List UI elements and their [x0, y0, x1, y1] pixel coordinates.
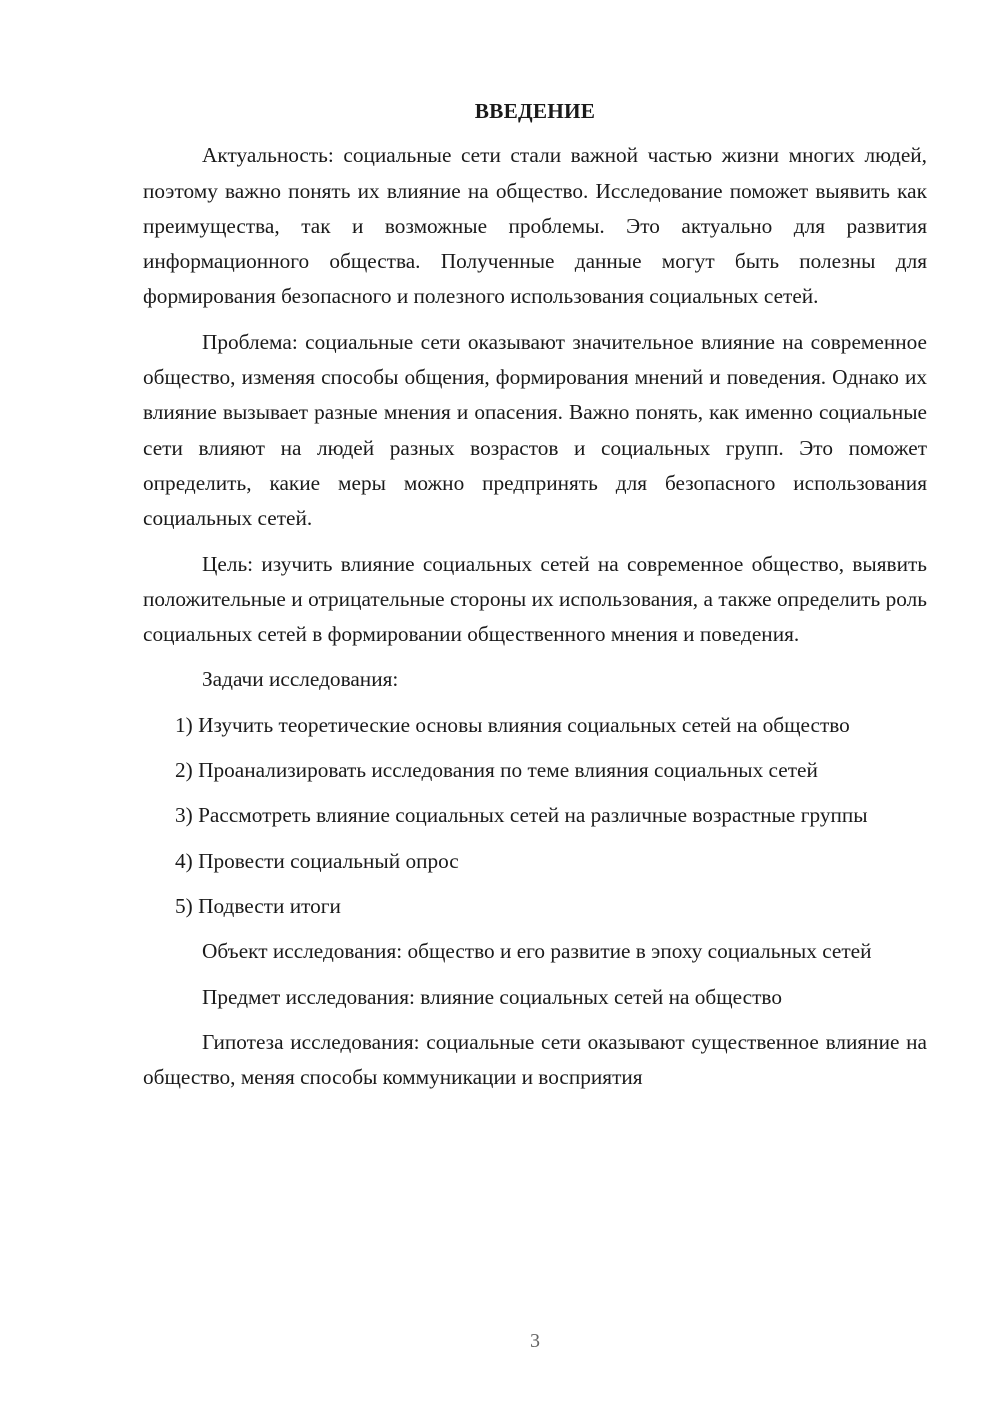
document-page — [143, 94, 927, 1105]
paragraph-problem: Проблема: социальные сети оказывают значительное влияние на современное общество, изменяя способы общения, формирования мнений и поведения. Однако их влияние вызывает разные мнения и опасения. Важно понять, как именно социальные сети влияют на людей разных возрастов и социальных групп. Это поможет определить, какие меры можно предпринять для безопасного использования социальных сетей. — [143, 329, 927, 531]
paragraph-goal: Цель: изучить влияние социальных сетей на современное общество, выявить положительные и отрицательные стороны их использования, а также определить роль социальных сетей в формировании общественного мнения и поведения. — [143, 551, 927, 647]
task-item-2: 2) Проанализировать исследования по теме влияния социальных сетей — [175, 758, 818, 783]
task-item-5: 5) Подвести итоги — [175, 893, 341, 918]
task-item-4: 4) Провести социальный опрос — [175, 848, 459, 873]
page-number: 3 — [530, 1330, 540, 1352]
paragraph-subject: Предмет исследования: влияние социальных сетей на общество — [202, 984, 782, 1009]
paragraph-object: Объект исследования: общество и его развитие в эпоху социальных сетей — [202, 939, 872, 964]
paragraph-relevance: Актуальность: социальные сети стали важной частью жизни многих людей, поэтому важно понять их влияние на общество. Исследование поможет выявить как преимущества, так и возможные проблемы. Это актуально для развития информационного общества. Полученные данные могут быть полезны для формирования безопасного и полезного использования социальных сетей. — [143, 143, 927, 309]
paragraph-hypothesis: Гипотеза исследования: социальные сети оказывают существенное влияние на общество, меняя способы коммуникации и восприятия — [143, 1029, 927, 1090]
paragraph-tasks-heading: Задачи исследования: — [202, 667, 399, 692]
task-item-3: 3) Рассмотреть влияние социальных сетей на различные возрастные группы — [175, 803, 868, 828]
section-title: ВВЕДЕНИЕ — [474, 99, 596, 123]
task-item-1: 1) Изучить теоретические основы влияния социальных сетей на общество — [175, 712, 850, 737]
